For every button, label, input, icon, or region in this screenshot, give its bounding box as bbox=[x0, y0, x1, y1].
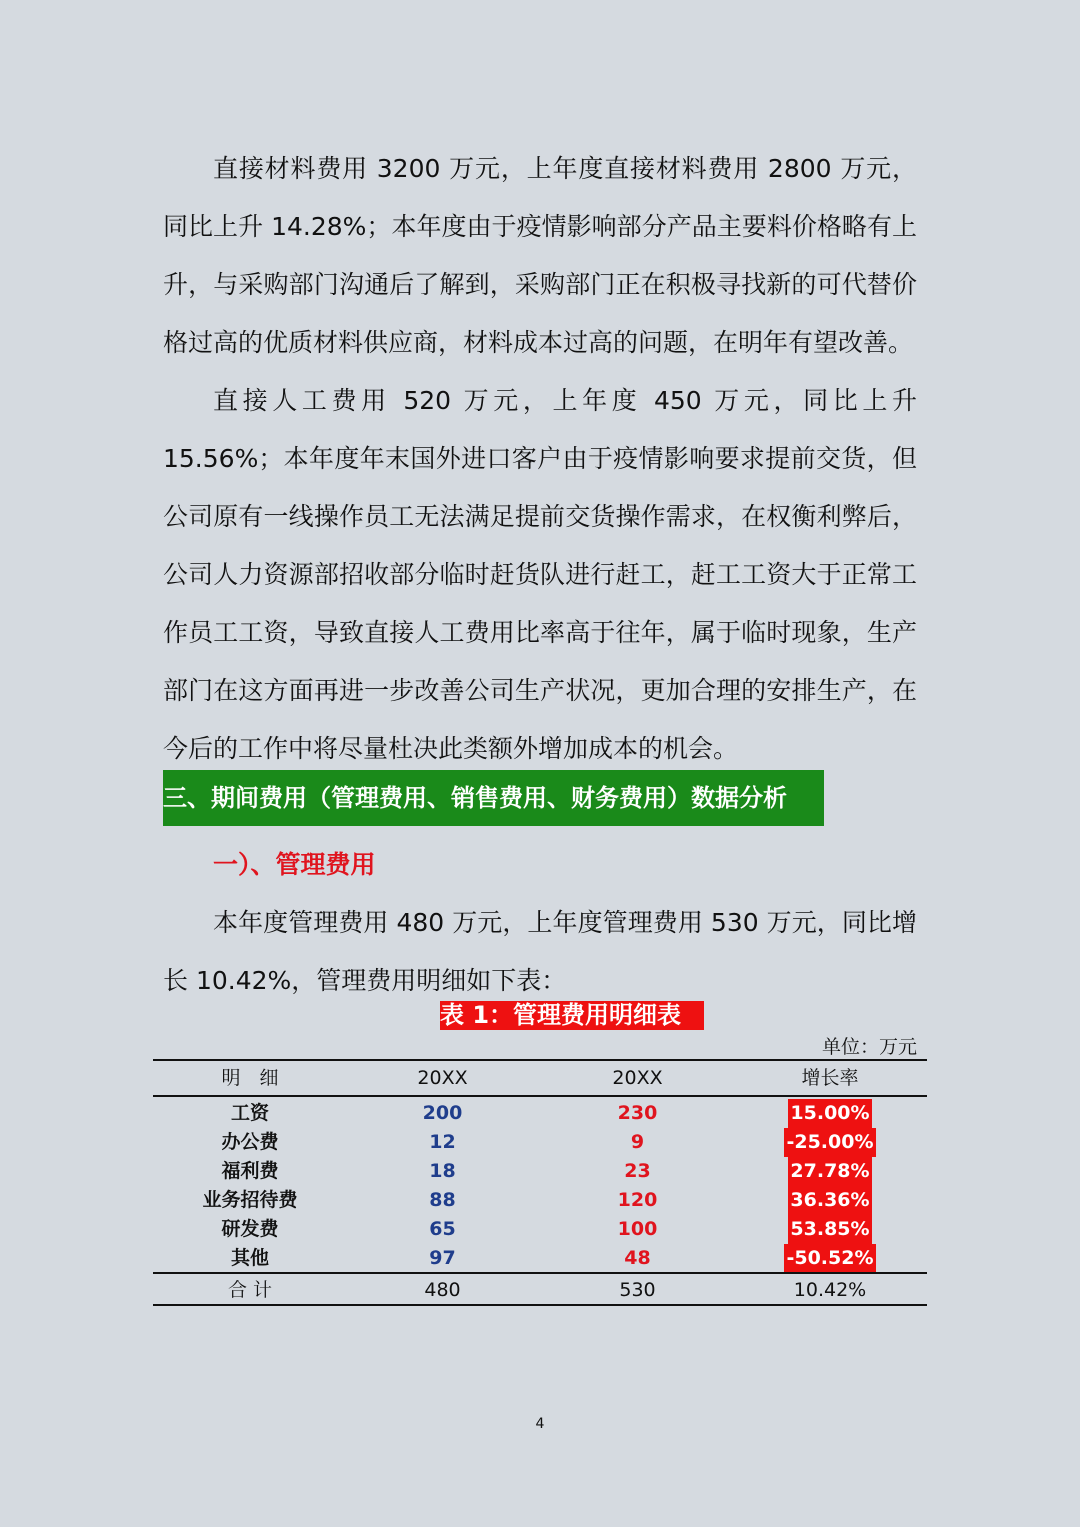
row-growth-rate: -25.00% bbox=[784, 1128, 875, 1157]
row-value-current: 97 bbox=[429, 1247, 456, 1269]
row-value-previous: 100 bbox=[617, 1218, 658, 1240]
row-growth-rate: 53.85% bbox=[788, 1215, 871, 1244]
row-growth-rate: 36.36% bbox=[788, 1186, 871, 1215]
table-total-rule bbox=[153, 1272, 927, 1274]
row-growth-cell bbox=[775, 1099, 885, 1128]
table-top-rule bbox=[153, 1059, 927, 1061]
total-value-previous: 530 bbox=[619, 1279, 656, 1301]
row-growth-cell bbox=[775, 1186, 885, 1215]
row-item: 研发费 bbox=[221, 1218, 279, 1240]
paragraph-direct-labor: 直接人工费用 520 万元，上年度 450 万元，同比上升 15.56%；本年度年末国外进口客户由于疫情影响要求提前交货，但公司原有一线操作员工无法满足提前交货操作需求，在权衡利弊后，公司人力资源部招收部分临时赶货队进行赶工，赶工工资大于正常工作员工工资，导致直接人工费用比率高于往年，属于临时现象，生产部门在这方面再进一步改善公司生产状况，更加合理的安排生产，在今后的工作中将尽量杜决此类额外增加成本的机会。 bbox=[163, 386, 917, 763]
header-year-previous: 20XX bbox=[612, 1067, 663, 1089]
paragraph-admin-expenses: 本年度管理费用 480 万元，上年度管理费用 530 万元，同比增长 10.42%，管理费用明细如下表： bbox=[163, 908, 917, 995]
header-growth-rate: 增长率 bbox=[801, 1067, 859, 1089]
page-number: 4 bbox=[535, 1416, 545, 1432]
table-bottom-rule bbox=[153, 1304, 927, 1306]
row-item: 办公费 bbox=[221, 1131, 279, 1153]
row-growth-rate: 15.00% bbox=[788, 1099, 871, 1128]
row-item: 其他 bbox=[230, 1247, 269, 1269]
row-growth-cell bbox=[775, 1157, 885, 1186]
row-growth-cell bbox=[775, 1215, 885, 1244]
header-item: 明 细 bbox=[221, 1067, 279, 1089]
total-label: 合 计 bbox=[227, 1279, 273, 1301]
row-value-current: 200 bbox=[422, 1102, 463, 1124]
sub-heading-admin-expenses: 一）、管理费用 bbox=[213, 850, 376, 879]
row-growth-cell bbox=[775, 1128, 885, 1157]
row-item: 业务招待费 bbox=[202, 1189, 298, 1211]
paragraph-direct-materials: 直接材料费用 3200 万元，上年度直接材料费用 2800 万元，同比上升 14.28%；本年度由于疫情影响部分产品主要料价格略有上升，与采购部门沟通后了解到，采购部门正在积极寻找新的可代替价格过高的优质材料供应商，材料成本过高的问题，在明年有望改善。 bbox=[163, 154, 917, 357]
row-value-previous: 120 bbox=[617, 1189, 658, 1211]
table-unit: 单位：万元 bbox=[821, 1036, 917, 1058]
row-item: 工资 bbox=[230, 1102, 269, 1124]
row-item: 福利费 bbox=[221, 1160, 279, 1182]
row-value-previous: 48 bbox=[624, 1247, 651, 1269]
row-value-current: 65 bbox=[429, 1218, 456, 1240]
table-title: 表 1：管理费用明细表 bbox=[440, 1001, 704, 1030]
row-growth-rate: 27.78% bbox=[788, 1157, 871, 1186]
row-value-previous: 230 bbox=[617, 1102, 658, 1124]
row-value-previous: 23 bbox=[624, 1160, 651, 1182]
table-header-rule bbox=[153, 1095, 927, 1097]
row-value-current: 18 bbox=[429, 1160, 456, 1182]
row-value-current: 88 bbox=[429, 1189, 456, 1211]
row-growth-rate: -50.52% bbox=[784, 1244, 875, 1273]
header-year-current: 20XX bbox=[417, 1067, 468, 1089]
section-heading-period-expenses: 三、期间费用（管理费用、销售费用、财务费用）数据分析 bbox=[163, 770, 824, 826]
total-value-current: 480 bbox=[424, 1279, 461, 1301]
row-value-previous: 9 bbox=[630, 1131, 645, 1153]
row-growth-cell bbox=[775, 1244, 885, 1273]
total-growth-rate: 10.42% bbox=[793, 1279, 867, 1301]
row-value-current: 12 bbox=[429, 1131, 456, 1153]
